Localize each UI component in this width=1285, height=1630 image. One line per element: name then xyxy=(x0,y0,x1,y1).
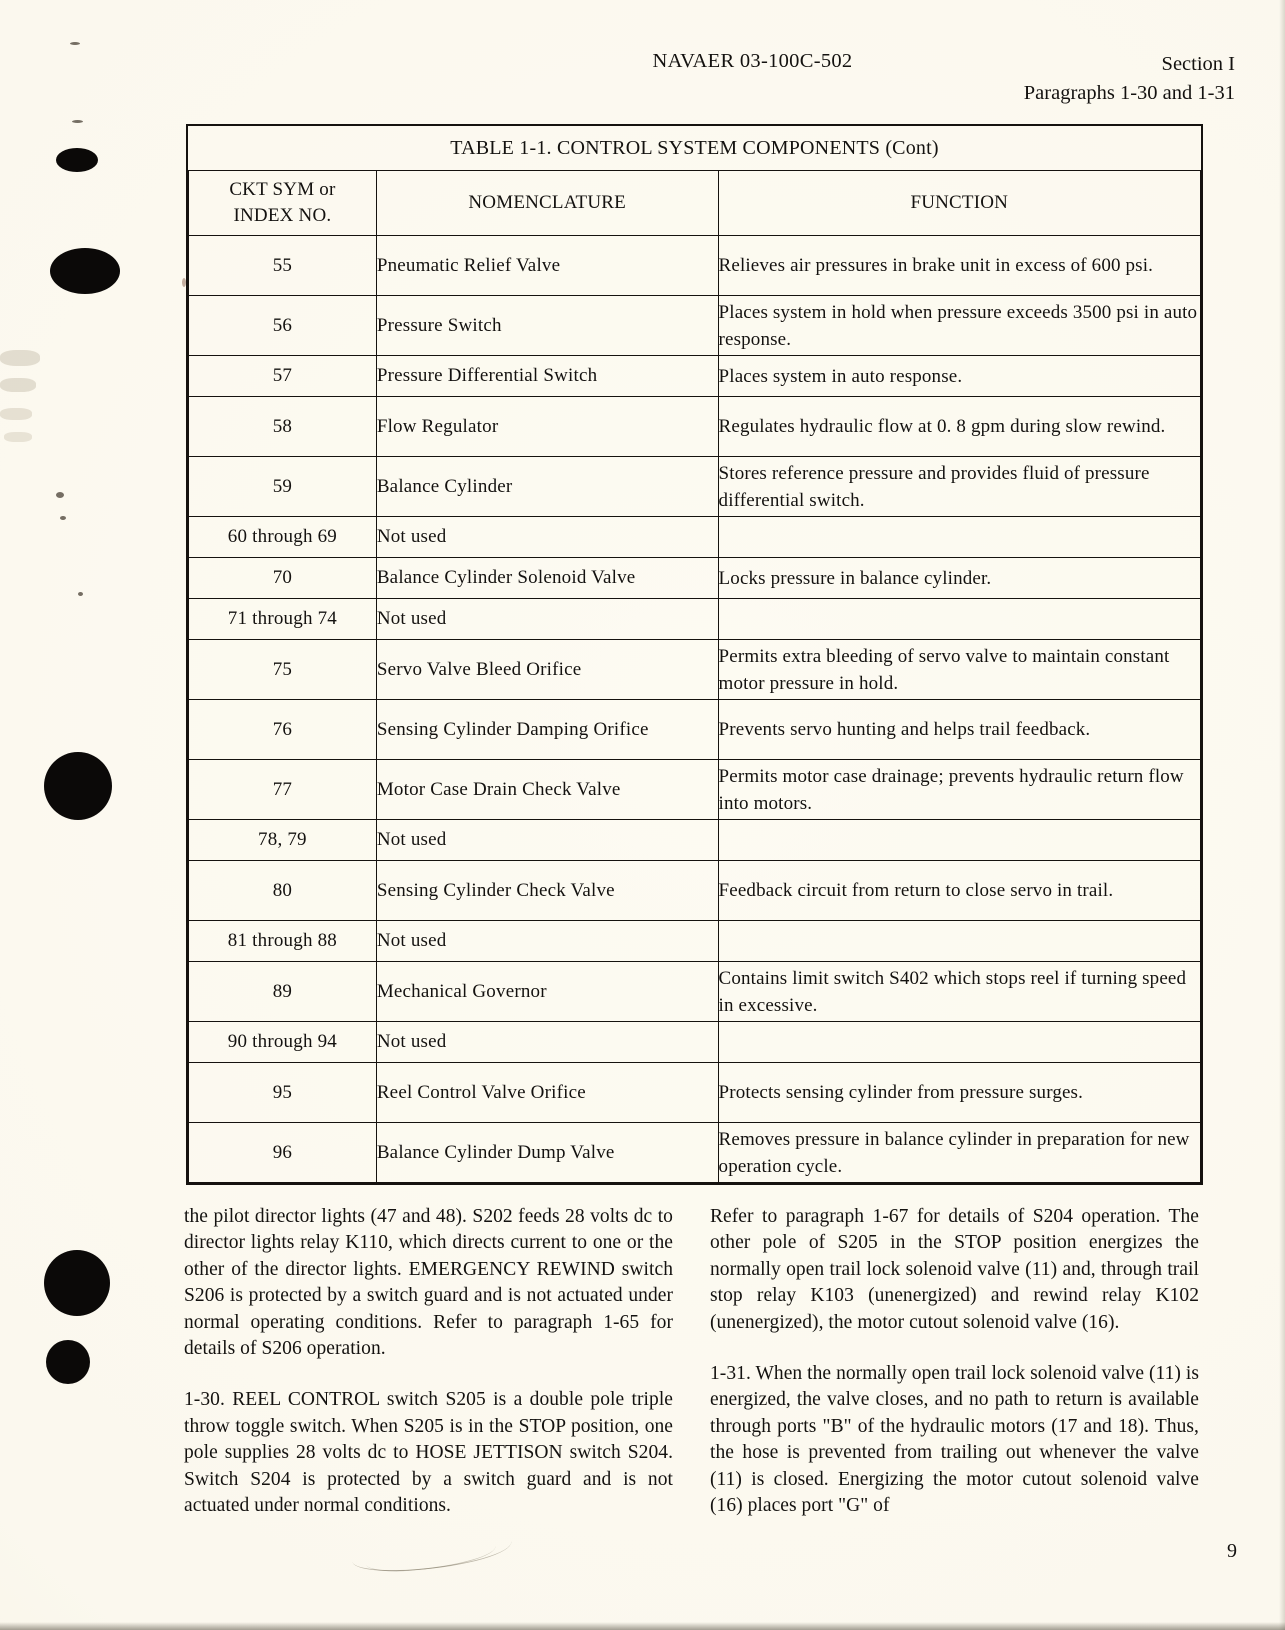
cell-function xyxy=(718,517,1200,558)
cell-ckt-sym: 59 xyxy=(189,457,377,517)
cell-ckt-sym: 56 xyxy=(189,296,377,356)
cell-ckt-sym: 96 xyxy=(189,1123,377,1183)
cell-ckt-sym: 80 xyxy=(189,861,377,921)
cell-nomenclature: Pressure Switch xyxy=(376,296,718,356)
cell-nomenclature: Flow Regulator xyxy=(376,397,718,457)
cell-function: Prevents servo hunting and helps trail feedback. xyxy=(718,700,1200,760)
table-row xyxy=(189,356,1201,397)
scan-smudge xyxy=(4,432,32,442)
table-title: TABLE 1-1. CONTROL SYSTEM COMPONENTS (Cont) xyxy=(189,126,1201,171)
table-header-row xyxy=(189,171,1201,236)
cell-nomenclature: Balance Cylinder Dump Valve xyxy=(376,1123,718,1183)
cell-function: Removes pressure in balance cylinder in preparation for new operation cycle. xyxy=(718,1123,1200,1183)
scan-smudge xyxy=(0,408,32,420)
cell-nomenclature: Pressure Differential Switch xyxy=(376,356,718,397)
control-system-components-table xyxy=(186,124,1203,1185)
cell-nomenclature: Sensing Cylinder Check Valve xyxy=(376,861,718,921)
table-row xyxy=(189,558,1201,599)
column-header-ckt-sym xyxy=(189,171,377,236)
paragraph-1-30: 1-30. REEL CONTROL switch S205 is a double pole triple throw toggle switch. When S205 is in the STOP position, one pole supplies 28 volts dc to HOSE JETTISON switch S204. Switch S204 is protected by a switch guard and is not actuated under normal conditions. xyxy=(184,1389,673,1517)
left-text-column xyxy=(184,1204,673,1519)
scan-smudge xyxy=(0,350,40,366)
table-row xyxy=(189,236,1201,296)
cell-ckt-sym: 90 through 94 xyxy=(189,1022,377,1063)
table-row xyxy=(189,861,1201,921)
cell-function xyxy=(718,599,1200,640)
page-number: 9 xyxy=(1227,1540,1237,1562)
table-row xyxy=(189,1123,1201,1183)
cell-nomenclature: Balance Cylinder xyxy=(376,457,718,517)
cell-function: Stores reference pressure and provides fluid of pressure differential switch. xyxy=(718,457,1200,517)
cell-ckt-sym: 57 xyxy=(189,356,377,397)
table-row xyxy=(189,517,1201,558)
cell-ckt-sym: 89 xyxy=(189,962,377,1022)
cell-ckt-sym: 81 through 88 xyxy=(189,921,377,962)
page-bottom-edge-shadow xyxy=(0,1622,1285,1630)
cell-nomenclature: Balance Cylinder Solenoid Valve xyxy=(376,558,718,599)
cell-function: Permits motor case drainage; prevents hydraulic return flow into motors. xyxy=(718,760,1200,820)
cell-ckt-sym: 95 xyxy=(189,1063,377,1123)
page-right-edge-shadow xyxy=(1279,0,1285,1630)
cell-nomenclature: Sensing Cylinder Damping Orifice xyxy=(376,700,718,760)
table-row xyxy=(189,700,1201,760)
column-header-function: FUNCTION xyxy=(718,171,1200,236)
table-row xyxy=(189,457,1201,517)
binding-hole-shadow xyxy=(46,1340,90,1384)
table-row xyxy=(189,640,1201,700)
paragraph-continued-left: the pilot director lights (47 and 48). S202 feeds 28 volts dc to director lights relay K110, which directs current to one or the other of the director lights. EMERGENCY REWIND switch S206 is protected by a switch guard and is not actuated under normal operating conditions. Refer to paragraph 1-65 for details of S206 operation. xyxy=(184,1206,673,1360)
scan-speck xyxy=(72,120,83,123)
table-title-row xyxy=(189,126,1201,171)
body-columns xyxy=(184,1204,1200,1519)
cell-function: Locks pressure in balance cylinder. xyxy=(718,558,1200,599)
scan-speck xyxy=(78,592,83,596)
table-row xyxy=(189,1022,1201,1063)
cell-function xyxy=(718,1022,1200,1063)
cell-function: Places system in auto response. xyxy=(718,356,1200,397)
cell-ckt-sym: 58 xyxy=(189,397,377,457)
table-row xyxy=(189,962,1201,1022)
paragraph-continued-right: Refer to paragraph 1-67 for details of S204 operation. The other pole of S205 in the STOP position energizes the normally open trail lock solenoid valve (11) and, through trail stop relay K103 (unenergized) and rewind relay K102 (unenergized), the motor cutout solenoid valve (16). xyxy=(710,1206,1199,1333)
binding-hole-shadow xyxy=(50,248,120,294)
cell-nomenclature: Not used xyxy=(376,517,718,558)
table-row xyxy=(189,397,1201,457)
scan-speck xyxy=(70,42,80,45)
cell-function: Protects sensing cylinder from pressure surges. xyxy=(718,1063,1200,1123)
column-header-ckt-sym-line1: CKT SYM or xyxy=(229,179,336,200)
paragraph-range-label: Paragraphs 1-30 and 1-31 xyxy=(1023,82,1235,104)
table-row xyxy=(189,1063,1201,1123)
cell-ckt-sym: 70 xyxy=(189,558,377,599)
cell-ckt-sym: 77 xyxy=(189,760,377,820)
table-row xyxy=(189,760,1201,820)
page-header xyxy=(0,50,1285,110)
table-row xyxy=(189,820,1201,861)
cell-nomenclature: Not used xyxy=(376,820,718,861)
cell-nomenclature: Servo Valve Bleed Orifice xyxy=(376,640,718,700)
table-row xyxy=(189,599,1201,640)
cell-nomenclature: Not used xyxy=(376,921,718,962)
cell-function xyxy=(718,820,1200,861)
cell-ckt-sym: 60 through 69 xyxy=(189,517,377,558)
binding-hole-shadow xyxy=(44,1250,110,1316)
header-right-block xyxy=(1024,50,1235,108)
cell-ckt-sym: 76 xyxy=(189,700,377,760)
cell-nomenclature: Reel Control Valve Orifice xyxy=(376,1063,718,1123)
binding-hole-shadow xyxy=(56,148,98,172)
cell-function: Feedback circuit from return to close servo in trail. xyxy=(718,861,1200,921)
cell-nomenclature: Mechanical Governor xyxy=(376,962,718,1022)
cell-function: Places system in hold when pressure exceeds 3500 psi in auto response. xyxy=(718,296,1200,356)
cell-nomenclature: Not used xyxy=(376,1022,718,1063)
paragraph-1-31: 1-31. When the normally open trail lock solenoid valve (11) is energized, the valve closes, and no path to return is available through ports "B" of the hydraulic motors (17 and 18). Thus, the hose is prevented from trailing out whenever the valve (11) is closed. Energizing the motor cutout solenoid valve (16) places port "G" of xyxy=(710,1363,1199,1517)
binding-hole-shadow xyxy=(44,752,112,820)
cell-function: Regulates hydraulic flow at 0. 8 gpm during slow rewind. xyxy=(718,397,1200,457)
cell-nomenclature: Motor Case Drain Check Valve xyxy=(376,760,718,820)
scan-speck xyxy=(60,516,66,520)
cell-ckt-sym: 55 xyxy=(189,236,377,296)
cell-nomenclature: Pneumatic Relief Valve xyxy=(376,236,718,296)
cell-nomenclature: Not used xyxy=(376,599,718,640)
table-row xyxy=(189,296,1201,356)
cell-function: Relieves air pressures in brake unit in excess of 600 psi. xyxy=(718,236,1200,296)
cell-ckt-sym: 75 xyxy=(189,640,377,700)
table-body xyxy=(189,236,1201,1183)
document-number-text: NAVAER 03-100C-502 xyxy=(652,50,853,72)
cell-function: Contains limit switch S402 which stops reel if turning speed in excessive. xyxy=(718,962,1200,1022)
cell-function: Permits extra bleeding of servo valve to maintain constant motor pressure in hold. xyxy=(718,640,1200,700)
cell-ckt-sym: 78, 79 xyxy=(189,820,377,861)
column-header-nomenclature: NOMENCLATURE xyxy=(376,171,718,236)
table-row xyxy=(189,921,1201,962)
scan-speck xyxy=(56,492,64,498)
column-header-ckt-sym-line2: INDEX NO. xyxy=(233,205,332,226)
cell-ckt-sym: 71 through 74 xyxy=(189,599,377,640)
cell-function xyxy=(718,921,1200,962)
section-label: Section I xyxy=(1161,53,1235,75)
scan-smudge xyxy=(0,378,36,392)
right-text-column xyxy=(710,1204,1199,1519)
